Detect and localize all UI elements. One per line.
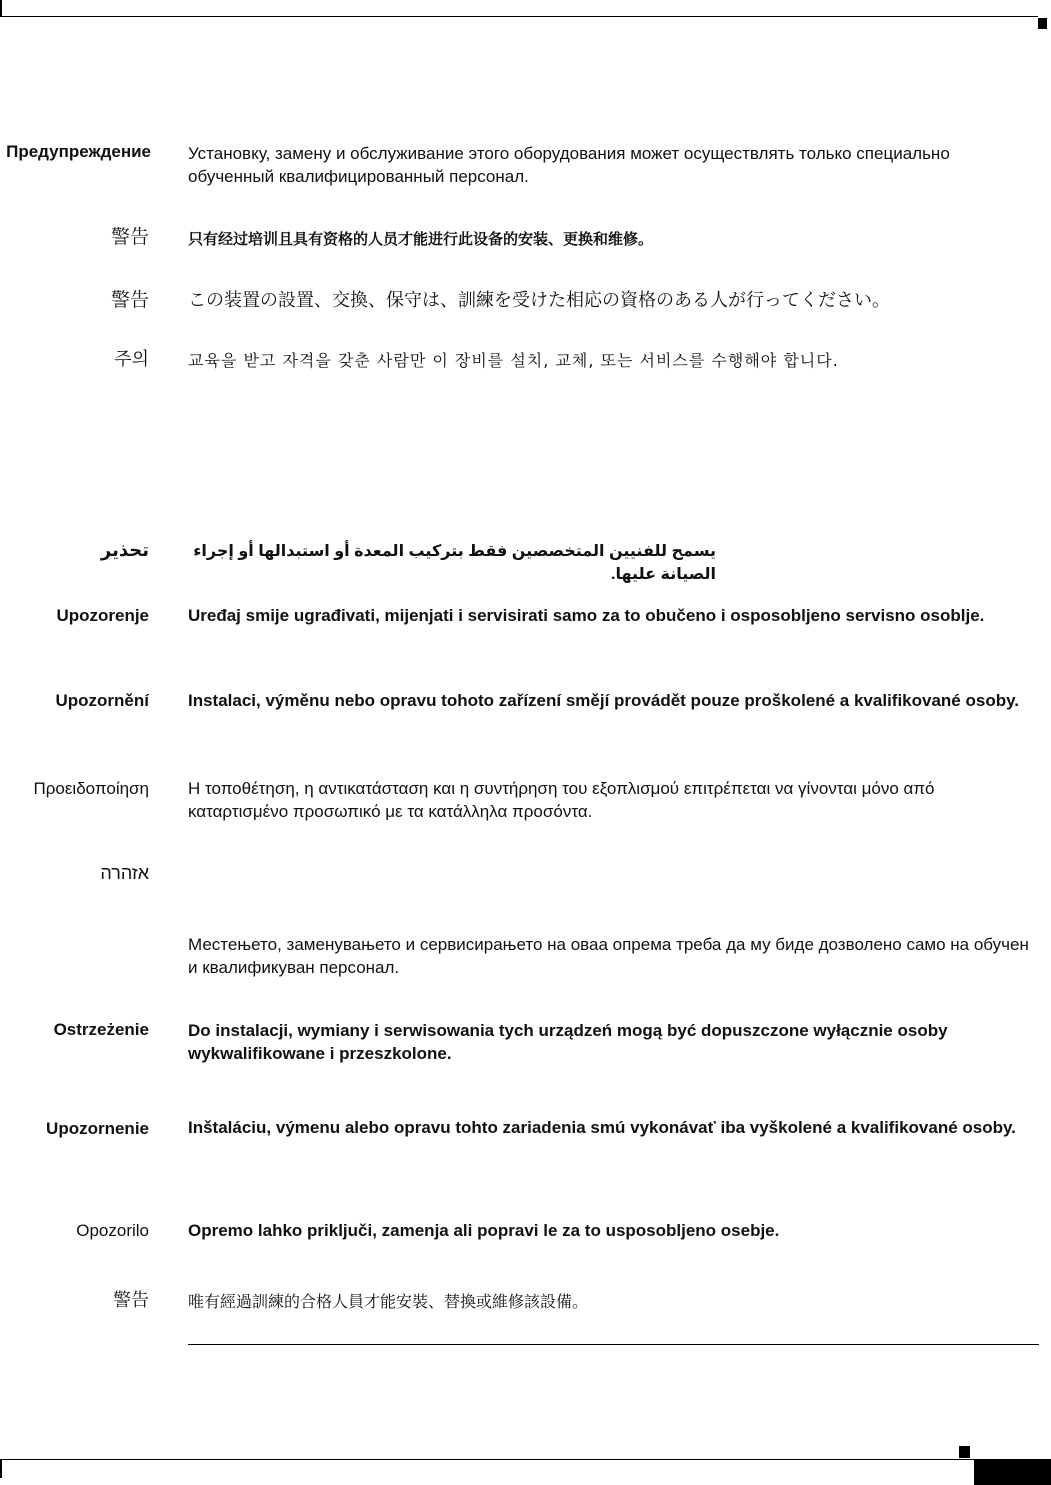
warning-label-slovenian: Opozorilo bbox=[76, 1221, 149, 1240]
warning-text-russian: Установку, замену и обслуживание этого оборудования может осуществлять только специально обученный квалифицированный персонал. bbox=[188, 144, 950, 186]
warning-text-arabic: يسمح للفنيين المتخصصين فقط بتركيب المعدة أو استبدالها أو إجراء الصيانة عليها. bbox=[193, 543, 716, 583]
warning-label-korean: 주의 bbox=[114, 349, 149, 370]
warning-label-russian: Предупреждение bbox=[6, 142, 151, 161]
footer-tab bbox=[974, 1459, 1051, 1485]
warning-text-polish: Do instalacji, wymiany i serwisowania tych urządzeń mogą być dopuszczone wyłącznie osoby wykwalifikowane i przeszkolone. bbox=[188, 1021, 948, 1063]
warning-label-hebrew: אזהרה bbox=[100, 863, 149, 883]
warning-label-croatian: Upozorenje bbox=[56, 606, 149, 625]
warning-label-greek: Προειδοποίηση bbox=[33, 779, 149, 798]
footer-marker bbox=[959, 1446, 970, 1458]
top-corner-tick bbox=[0, 0, 2, 17]
warning-text-japanese: この装置の設置、交換、保守は、訓練を受けた相応の資格のある人が行ってください。 bbox=[188, 290, 890, 311]
warning-text-chinese-simplified: 只有经过培训且具有资格的人员才能进行此设备的安装、更换和维修。 bbox=[188, 230, 654, 248]
warning-label-japanese: 警告 bbox=[110, 289, 149, 311]
warning-text-macedonian: Местењето, заменувањето и сервисирањето на оваа опрема треба да му биде дозволено само на обучен и квалификуван персонал. bbox=[188, 935, 1029, 977]
warning-text-croatian: Uređaj smije ugrađivati, mijenjati i servisirati samo za to obučeno i osposobljeno servisno osoblje. bbox=[188, 606, 985, 625]
warning-text-slovak: Inštaláciu, výmenu alebo opravu tohto zariadenia smú vykonávať iba vyškolené a kvalifikované osoby. bbox=[188, 1118, 1016, 1137]
warning-label-arabic: تحذير bbox=[100, 540, 149, 560]
footer-rule bbox=[0, 1459, 974, 1460]
warning-text-czech: Instalaci, výměnu nebo opravu tohoto zařízení smějí provádět pouze proškolené a kvalifikované osoby. bbox=[188, 691, 1020, 710]
warning-text-korean: 교육을 받고 자격을 갖춘 사람만 이 장비를 설치, 교체, 또는 서비스를 수행해야 합니다. bbox=[188, 351, 839, 370]
warning-text-chinese-traditional: 唯有經過訓練的合格人員才能安裝、替換或維修該設備。 bbox=[188, 1292, 589, 1311]
warning-label-chinese-simplified: 警告 bbox=[110, 226, 149, 248]
bottom-corner-tick bbox=[0, 1460, 2, 1478]
warning-text-slovenian: Opremo lahko priključi, zamenja ali popravi le za to usposobljeno osebje. bbox=[188, 1221, 780, 1240]
warning-text-greek: Η τοποθέτηση, η αντικατάσταση και η συντήρηση του εξοπλισμού επιτρέπεται να γίνονται μόνο από καταρτισμένο προσωπικό με τα κατάλληλα προσόντα. bbox=[188, 779, 935, 821]
warning-label-czech: Upozornění bbox=[55, 691, 149, 710]
warning-label-chinese-traditional: 警告 bbox=[113, 1290, 149, 1311]
header-marker bbox=[1038, 18, 1047, 29]
warning-label-polish: Ostrzeżenie bbox=[53, 1020, 149, 1039]
header-rule bbox=[0, 16, 1038, 17]
warning-label-slovak: Upozornenie bbox=[46, 1119, 149, 1138]
section-end-rule bbox=[188, 1344, 1039, 1345]
